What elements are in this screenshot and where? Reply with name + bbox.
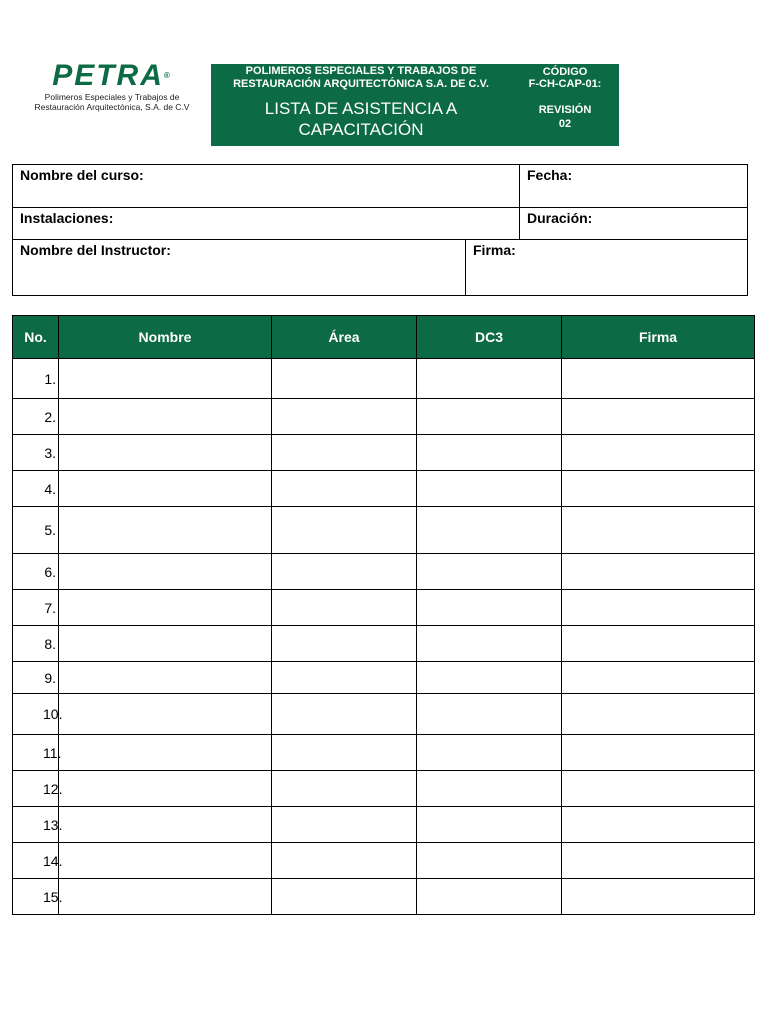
row-number: 2.: [13, 399, 59, 435]
logo-subtitle-line2: Restauración Arquitectónica, S.A. de C.V: [34, 102, 190, 112]
table-row: [13, 771, 755, 807]
name-cell[interactable]: [59, 554, 272, 590]
table-row: [13, 879, 755, 915]
logo-wordmark: PETRA®: [52, 59, 172, 92]
duration-field[interactable]: [520, 208, 747, 239]
signature-cell[interactable]: [562, 399, 755, 435]
dc3-cell[interactable]: [417, 590, 562, 626]
signature-cell[interactable]: [562, 471, 755, 507]
area-cell[interactable]: [272, 435, 417, 471]
area-cell[interactable]: [272, 843, 417, 879]
dc3-cell[interactable]: [417, 771, 562, 807]
name-cell[interactable]: [59, 435, 272, 471]
dc3-cell[interactable]: [417, 807, 562, 843]
dc3-cell[interactable]: [417, 662, 562, 694]
code-value: F-CH-CAP-01:: [528, 78, 602, 90]
signature-cell[interactable]: [562, 435, 755, 471]
name-cell[interactable]: [59, 359, 272, 399]
column-header-area: Área: [272, 316, 417, 359]
table-row: [13, 807, 755, 843]
attendance-table: [12, 315, 755, 915]
row-number: 3.: [13, 435, 59, 471]
table-row: [13, 694, 755, 735]
area-cell[interactable]: [272, 879, 417, 915]
area-cell[interactable]: [272, 807, 417, 843]
company-logo: [14, 60, 210, 116]
table-row: [13, 735, 755, 771]
table-row: [13, 662, 755, 694]
table-header-row: [13, 316, 755, 359]
table-row: [13, 626, 755, 662]
date-field[interactable]: [520, 165, 747, 207]
document-header: [211, 64, 619, 146]
table-row: [13, 471, 755, 507]
dc3-cell[interactable]: [417, 694, 562, 735]
signature-cell[interactable]: [562, 735, 755, 771]
signature-cell[interactable]: [562, 879, 755, 915]
table-row: [13, 590, 755, 626]
name-cell[interactable]: [59, 735, 272, 771]
row-number: 4.: [13, 471, 59, 507]
dc3-cell[interactable]: [417, 435, 562, 471]
signature-cell[interactable]: [562, 843, 755, 879]
signature-cell[interactable]: [562, 807, 755, 843]
signature-label: Firma:: [473, 242, 516, 258]
table-row: [13, 554, 755, 590]
area-cell[interactable]: [272, 694, 417, 735]
row-number: 6.: [13, 554, 59, 590]
course-info-box: [12, 164, 748, 296]
area-cell[interactable]: [272, 626, 417, 662]
dc3-cell[interactable]: [417, 626, 562, 662]
row-number: 7.: [13, 590, 59, 626]
name-cell[interactable]: [59, 771, 272, 807]
instructor-label: Nombre del Instructor:: [20, 242, 171, 258]
signature-cell[interactable]: [562, 590, 755, 626]
area-cell[interactable]: [272, 471, 417, 507]
name-cell[interactable]: [59, 843, 272, 879]
area-cell[interactable]: [272, 399, 417, 435]
row-number: 5.: [13, 507, 59, 554]
name-cell[interactable]: [59, 399, 272, 435]
dc3-cell[interactable]: [417, 843, 562, 879]
row-number: 10.: [13, 694, 59, 735]
column-header-name: Nombre: [59, 316, 272, 359]
signature-cell[interactable]: [562, 359, 755, 399]
name-cell[interactable]: [59, 694, 272, 735]
area-cell[interactable]: [272, 554, 417, 590]
dc3-cell[interactable]: [417, 507, 562, 554]
area-cell[interactable]: [272, 507, 417, 554]
company-name: POLIMEROS ESPECIALES Y TRABAJOS DE RESTAURACIÓN ARQUITECTÓNICA S.A. DE C.V.: [233, 65, 489, 90]
signature-cell[interactable]: [562, 771, 755, 807]
instructor-field[interactable]: [13, 240, 465, 295]
table-row: [13, 435, 755, 471]
dc3-cell[interactable]: [417, 735, 562, 771]
row-number: 9.: [13, 662, 59, 694]
name-cell[interactable]: [59, 879, 272, 915]
name-cell[interactable]: [59, 590, 272, 626]
row-number: 13.: [13, 807, 59, 843]
column-header-dc3: DC3: [417, 316, 562, 359]
area-cell[interactable]: [272, 662, 417, 694]
name-cell[interactable]: [59, 471, 272, 507]
row-number: 1.: [13, 359, 59, 399]
name-cell[interactable]: [59, 807, 272, 843]
column-header-no: No.: [13, 316, 59, 359]
revision-value: 02: [558, 118, 572, 130]
name-cell[interactable]: [59, 626, 272, 662]
table-row: [13, 359, 755, 399]
name-cell[interactable]: [59, 507, 272, 554]
course-name-field[interactable]: [13, 165, 519, 207]
table-row: [13, 507, 755, 554]
area-cell[interactable]: [272, 735, 417, 771]
facilities-field[interactable]: [13, 208, 519, 239]
area-cell[interactable]: [272, 771, 417, 807]
logo-subtitle-line1: Polimeros Especiales y Trabajos de: [44, 92, 180, 102]
dc3-cell[interactable]: [417, 359, 562, 399]
row-number: 8.: [13, 626, 59, 662]
facilities-label: Instalaciones:: [20, 210, 114, 226]
course-name-label: Nombre del curso:: [20, 167, 144, 183]
signature-cell[interactable]: [562, 507, 755, 554]
row-number: 11.: [13, 735, 59, 771]
code-label: CÓDIGO: [542, 66, 588, 78]
dc3-cell[interactable]: [417, 471, 562, 507]
instructor-signature-field[interactable]: [466, 240, 747, 295]
row-number: 15.: [13, 879, 59, 915]
dc3-cell[interactable]: [417, 879, 562, 915]
name-cell[interactable]: [59, 662, 272, 694]
area-cell[interactable]: [272, 590, 417, 626]
document-title: LISTA DE ASISTENCIA A CAPACITACIÓN: [264, 99, 458, 139]
row-number: 14.: [13, 843, 59, 879]
dc3-cell[interactable]: [417, 399, 562, 435]
table-row: [13, 843, 755, 879]
signature-cell[interactable]: [562, 662, 755, 694]
signature-cell[interactable]: [562, 694, 755, 735]
date-label: Fecha:: [527, 167, 573, 183]
table-row: [13, 399, 755, 435]
duration-label: Duración:: [527, 210, 593, 226]
column-header-signature: Firma: [562, 316, 755, 359]
signature-cell[interactable]: [562, 554, 755, 590]
row-number: 12.: [13, 771, 59, 807]
revision-label: REVISIÓN: [538, 104, 592, 116]
signature-cell[interactable]: [562, 626, 755, 662]
dc3-cell[interactable]: [417, 554, 562, 590]
area-cell[interactable]: [272, 359, 417, 399]
